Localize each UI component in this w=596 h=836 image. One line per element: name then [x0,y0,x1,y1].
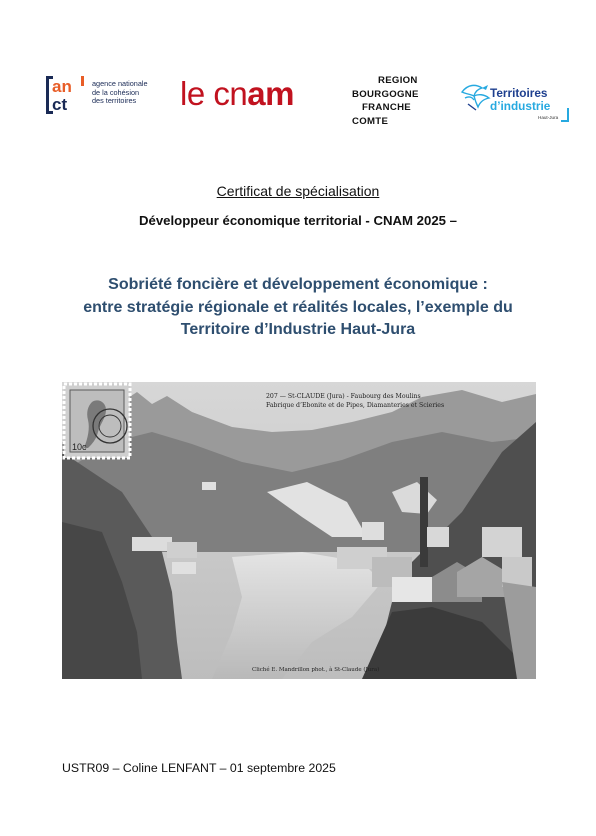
postage-stamp-icon [62,382,132,460]
title-line-1: Sobriété foncière et développement économique : [108,276,488,293]
photo-caption-line-2: Fabrique d’Ebonite et de Pipes, Diamanteries et Scieries [266,402,445,409]
anct-logo-icon [44,70,86,120]
document-footer: USTR09 – Coline LENFANT – 01 septembre 2025 [62,761,336,775]
anct-line-3: des territoires [92,96,137,106]
territoires-sub: Haut-Jura [538,115,559,120]
partner-logos [44,66,574,136]
title-line-3: Territoire d’Industrie Haut-Jura [180,321,416,338]
postcard-illustration [62,382,536,679]
region-line-2: BOURGOGNE [352,88,419,100]
anct-mark-top: an [52,77,72,96]
cnam-prefix: le [180,75,205,112]
region-line-1: REGION [378,75,418,86]
stamp-value: 10c [72,442,87,452]
anct-line-1: agence nationale [92,79,148,88]
cnam-name-light: cn [213,75,248,112]
anct-mark-bottom: ct [52,95,68,114]
region-bfc-logo [352,74,438,128]
territoires-line-1: Territoires [490,86,548,100]
certificate-heading: Certificat de spécialisation [216,183,380,199]
territoires-line-2: d’industrie [490,99,551,113]
cnam-logo [180,76,294,112]
region-line-3: FRANCHE [362,102,412,113]
cnam-name-bold: am [247,75,294,112]
historic-postcard-photo [62,382,536,679]
photo-caption [266,392,444,410]
region-line-4: COMTE [352,115,389,127]
program-subtitle: Développeur économique territorial - CNAM 2025 – [138,213,458,228]
title-line-2: entre stratégie régionale et réalités locales, l’exemple du [83,298,513,316]
anct-logo [44,70,174,120]
bird-logo-icon [458,80,492,112]
photo-caption-line-1: 207 — St-CLAUDE (Jura) - Faubourg des Moulins [266,393,421,400]
territoires-industrie-logo [458,80,570,128]
photo-credit: Cliché E. Mandrillon phot., à St-Claude (Jura) [252,667,380,673]
anct-line-2: de la cohésion [92,87,140,97]
territoires-corner-mark [561,108,569,122]
anct-text [92,80,148,106]
document-title [30,274,566,342]
